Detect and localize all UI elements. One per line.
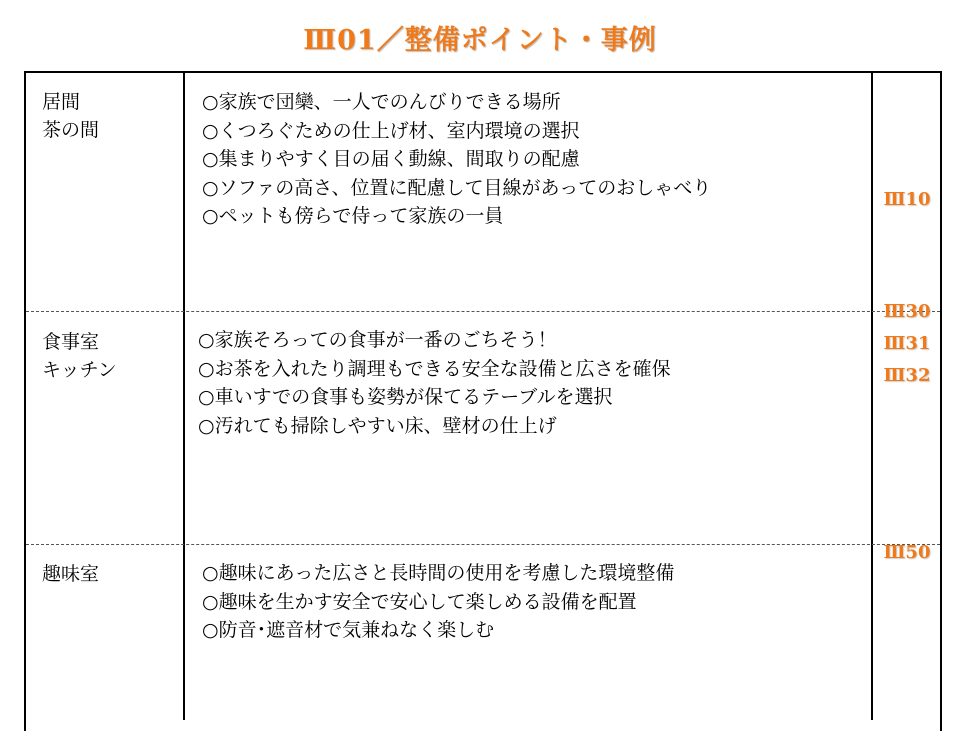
section-hobby-items (202, 559, 674, 645)
section-dining-items (198, 326, 671, 440)
list-item: ○お茶を入れたり調理もできる安全な設備と広さを確保 (198, 357, 671, 380)
reference-code: Ⅲ50 (883, 542, 931, 563)
section-label-line: 居間 (42, 91, 81, 113)
section-label-line: キッチン (42, 359, 117, 381)
section-living-refs (872, 184, 942, 216)
section-label-line: 食事室 (42, 331, 100, 353)
section-living-label (42, 88, 99, 144)
section-dining-refs (872, 296, 942, 392)
reference-code: Ⅲ30 (883, 301, 931, 322)
list-item: ○集まりやすく目の届く動線、間取りの配慮 (202, 148, 580, 170)
reference-code: Ⅲ32 (883, 365, 931, 386)
section-hobby-label (42, 560, 99, 588)
column-divider-right (871, 71, 873, 720)
list-item: ○家族で団欒、一人でのんびりできる場所 (202, 91, 561, 113)
list-item: ○ソファの高さ、位置に配慮して目線があってのおしゃべり (202, 176, 712, 199)
list-item: ○汚れても掃除しやすい床、壁材の仕上げ (198, 414, 557, 437)
list-item: ○防音･遮音材で気兼ねなく楽しむ (202, 619, 495, 641)
reference-code: Ⅲ10 (883, 189, 931, 210)
list-item: ○趣味にあった広さと長時間の使用を考慮した環境整備 (202, 562, 675, 584)
list-item: ○くつろぐための仕上げ材、室内環境の選択 (202, 119, 580, 142)
section-dining-label (42, 328, 117, 384)
column-divider-left (183, 71, 185, 720)
list-item: ○ペットも傍らで侍って家族の一員 (202, 205, 504, 227)
section-living-items (202, 88, 711, 231)
list-item: ○趣味を生かす安全で安心して楽しめる設備を配置 (202, 590, 637, 613)
list-item: ○車いすでの食事も姿勢が保てるテーブルを選択 (198, 386, 613, 408)
list-item: ○家族そろっての食事が一番のごちそう！ (198, 329, 557, 351)
section-hobby-refs (872, 537, 942, 569)
row-divider-1 (26, 311, 940, 312)
page-title: Ⅲ01／整備ポイント・事例 (303, 25, 657, 56)
section-label-line: 茶の間 (42, 119, 100, 141)
reference-code: Ⅲ31 (883, 333, 931, 354)
row-divider-2 (26, 544, 940, 545)
section-label-line: 趣味室 (42, 563, 100, 585)
